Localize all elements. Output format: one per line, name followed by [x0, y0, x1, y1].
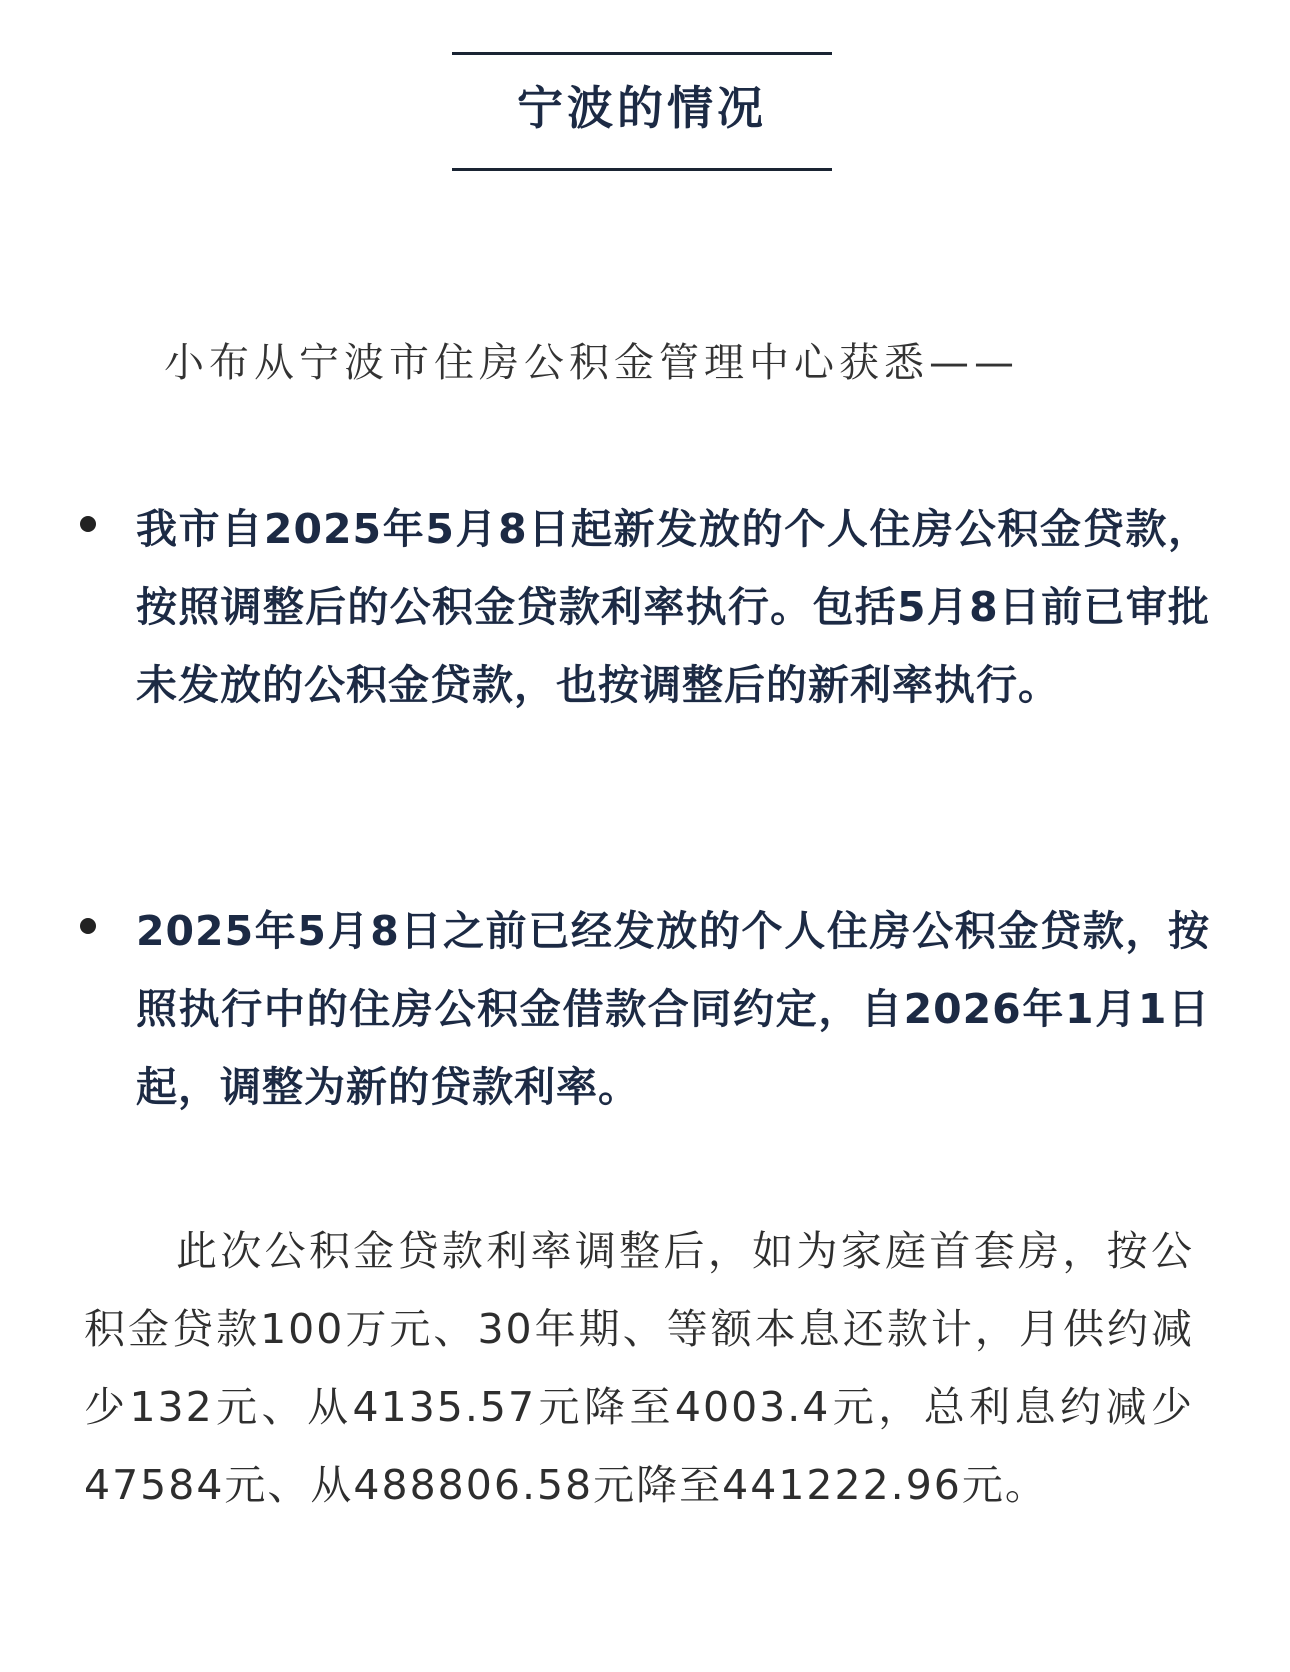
bullet-text: 2025年5月8日之前已经发放的个人住房公积金贷款，按照执行中的住房公积金借款合同约定，自2026年1月1日起，调整为新的贷款利率。: [136, 907, 1210, 1111]
bullet-dot-icon: [80, 918, 96, 934]
heading-top-rule: [452, 52, 832, 55]
bullet-text: 我市自2025年5月8日起新发放的个人住房公积金贷款，按照调整后的公积金贷款利率执行。包括5月8日前已审批未发放的公积金贷款，也按调整后的新利率执行。: [136, 505, 1210, 709]
page-title: 宁波的情况: [517, 81, 767, 135]
intro-text: 小布从宁波市住房公积金管理中心获悉——: [164, 340, 1019, 386]
bullet-item-existing-loans: [80, 892, 1220, 1132]
bullet-item-new-loans: [80, 490, 1220, 810]
bullet-dot-icon: [80, 516, 96, 532]
section-heading: [452, 52, 832, 172]
heading-bottom-rule: [452, 168, 832, 171]
example-paragraph: 此次公积金贷款利率调整后，如为家庭首套房，按公积金贷款100万元、30年期、等额本息还款计，月供约减少132元、从4135.57元降至4003.4元，总利息约减少47584元、从488806.58元降至441222.96元。: [84, 1227, 1194, 1509]
